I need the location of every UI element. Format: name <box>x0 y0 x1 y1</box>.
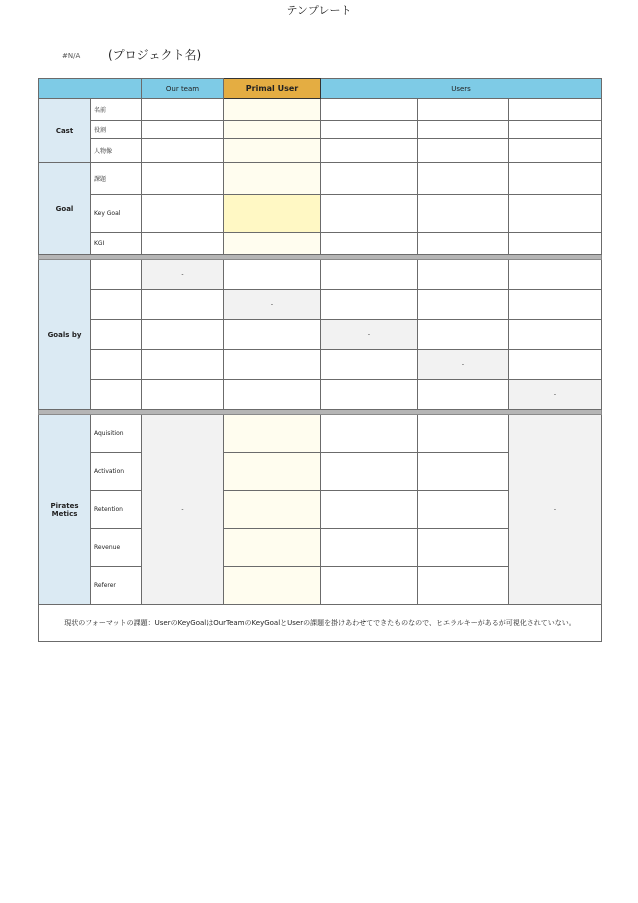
cell[interactable] <box>418 233 509 255</box>
cell[interactable] <box>224 260 321 290</box>
cell[interactable] <box>321 139 418 163</box>
cell[interactable] <box>509 139 602 163</box>
cell[interactable] <box>321 350 418 380</box>
cell[interactable] <box>142 380 224 410</box>
cell[interactable] <box>509 163 602 195</box>
cell[interactable] <box>321 529 418 567</box>
cell[interactable] <box>224 121 321 139</box>
cell[interactable] <box>321 567 418 605</box>
cell[interactable] <box>224 320 321 350</box>
diagonal-cell: - <box>418 350 509 380</box>
cell[interactable] <box>509 195 602 233</box>
cell[interactable] <box>321 380 418 410</box>
cell[interactable] <box>509 320 602 350</box>
row-label: KGI <box>91 233 142 255</box>
diagonal-cell: - <box>224 290 321 320</box>
our-team-merged-cell: - <box>142 415 224 605</box>
key-goal-cell[interactable] <box>224 195 321 233</box>
project-name[interactable]: (プロジェクト名) <box>108 48 202 62</box>
cell[interactable] <box>142 163 224 195</box>
cell[interactable] <box>418 567 509 605</box>
cell[interactable] <box>224 491 321 529</box>
row-label: Activation <box>91 453 142 491</box>
row-label: Aquisition <box>91 415 142 453</box>
cell[interactable] <box>321 195 418 233</box>
cell[interactable] <box>142 290 224 320</box>
section-goal: Goal <box>39 163 91 255</box>
cell[interactable] <box>418 99 509 121</box>
cell[interactable] <box>224 233 321 255</box>
cell[interactable] <box>418 320 509 350</box>
na-label: #N/A <box>62 52 81 60</box>
header-primal-user: Primal User <box>224 79 321 99</box>
cell[interactable] <box>224 380 321 410</box>
footer-note: 現状のフォーマットの課題：UserのKeyGoalはOurTeamのKeyGoalとUserの課題を掛けあわせてできたものなので、ヒエラルキーがあるが可視化されていない。 <box>39 605 602 642</box>
cell[interactable] <box>224 453 321 491</box>
row-label: Key Goal <box>91 195 142 233</box>
section-pirates-metrics: Pirates Metics <box>39 415 91 605</box>
page-title: テンプレート <box>286 4 352 17</box>
cell[interactable] <box>509 121 602 139</box>
cell[interactable] <box>91 260 142 290</box>
cell[interactable] <box>321 99 418 121</box>
cell[interactable] <box>321 290 418 320</box>
header-users: Users <box>321 79 602 99</box>
cell[interactable] <box>321 491 418 529</box>
cell[interactable] <box>321 260 418 290</box>
header-our-team: Our team <box>142 79 224 99</box>
cell[interactable] <box>142 233 224 255</box>
section-cast: Cast <box>39 99 91 163</box>
cell[interactable] <box>224 350 321 380</box>
cell[interactable] <box>321 233 418 255</box>
diagonal-cell: - <box>509 380 602 410</box>
cell[interactable] <box>418 453 509 491</box>
cell[interactable] <box>418 163 509 195</box>
cell[interactable] <box>142 139 224 163</box>
cell[interactable] <box>224 529 321 567</box>
row-label: 人物像 <box>91 139 142 163</box>
cell[interactable] <box>418 529 509 567</box>
cell[interactable] <box>142 121 224 139</box>
cell[interactable] <box>509 99 602 121</box>
cell[interactable] <box>321 453 418 491</box>
row-label: 役割 <box>91 121 142 139</box>
cell[interactable] <box>418 260 509 290</box>
cell[interactable] <box>509 260 602 290</box>
cell[interactable] <box>91 380 142 410</box>
row-label: Revenue <box>91 529 142 567</box>
diagonal-cell: - <box>142 260 224 290</box>
cell[interactable] <box>142 99 224 121</box>
row-label: Retention <box>91 491 142 529</box>
row-label: 課題 <box>91 163 142 195</box>
cell[interactable] <box>224 163 321 195</box>
cell[interactable] <box>418 415 509 453</box>
section-goals-by: Goals by <box>39 260 91 410</box>
cell[interactable] <box>91 320 142 350</box>
row-label: 名前 <box>91 99 142 121</box>
cell[interactable] <box>321 415 418 453</box>
cell[interactable] <box>91 350 142 380</box>
row-label: Referer <box>91 567 142 605</box>
cell[interactable] <box>509 233 602 255</box>
cell[interactable] <box>224 99 321 121</box>
cell[interactable] <box>142 195 224 233</box>
cell[interactable] <box>224 567 321 605</box>
cell[interactable] <box>418 290 509 320</box>
cell[interactable] <box>509 350 602 380</box>
cell[interactable] <box>509 290 602 320</box>
cell[interactable] <box>418 195 509 233</box>
cell[interactable] <box>321 121 418 139</box>
cell[interactable] <box>418 121 509 139</box>
cell[interactable] <box>142 350 224 380</box>
cell[interactable] <box>142 320 224 350</box>
cell[interactable] <box>418 139 509 163</box>
cell[interactable] <box>91 290 142 320</box>
cell[interactable] <box>418 380 509 410</box>
cell[interactable] <box>321 163 418 195</box>
diagonal-cell: - <box>321 320 418 350</box>
template-table <box>38 78 602 642</box>
cell[interactable] <box>418 491 509 529</box>
cell[interactable] <box>224 139 321 163</box>
cell[interactable] <box>224 415 321 453</box>
header-blank <box>39 79 142 99</box>
users-merged-cell: - <box>509 415 602 605</box>
